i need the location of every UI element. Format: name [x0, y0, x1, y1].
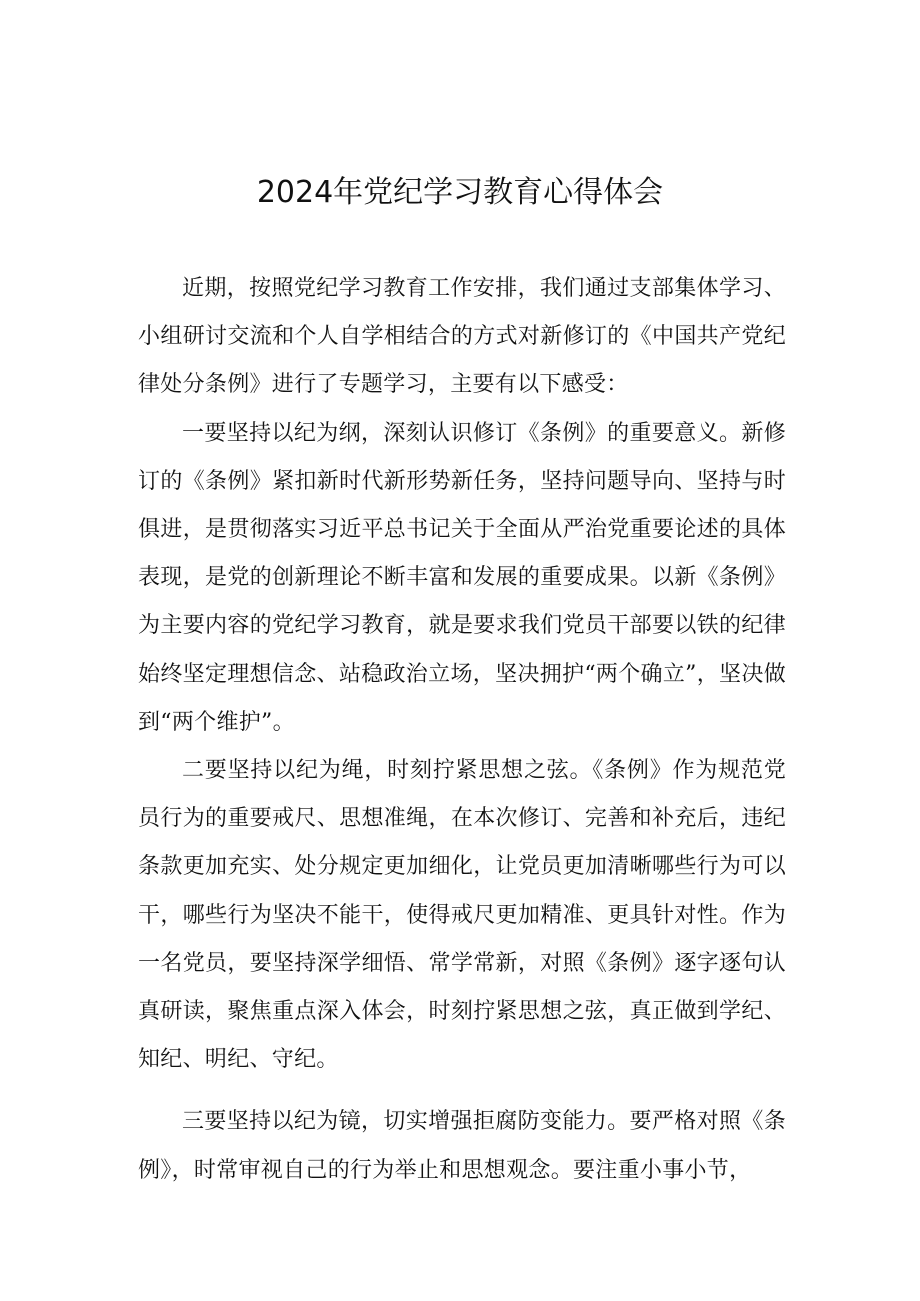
- document-body: [138, 265, 786, 1195]
- paragraph-point-two: 二要坚持以纪为绳，时刻拧紧思想之弦。《条例》作为规范党员行为的重要戒尺、思想准绳，在本次修订、完善和补充后，违纪条款更加充实、处分规定更加细化，让党员更加清晰哪些行为可以干，哪些行为坚决不能干，使得戒尺更加精准、更具针对性。作为一名党员，要坚持深学细悟、常学常新，对照《条例》逐字逐句认真研读，聚焦重点深入体会，时刻拧紧思想之弦，真正做到学纪、知纪、明纪、守纪。: [138, 758, 786, 1073]
- paragraph-intro: 近期，按照党纪学习教育工作安排，我们通过支部集体学习、小组研讨交流和个人自学相结合的方式对新修订的《中国共产党纪律处分条例》进行了专题学习，主要有以下感受：: [138, 276, 786, 398]
- document-title: 2024年党纪学习教育心得体会: [256, 175, 664, 210]
- paragraph-point-three: 三要坚持以纪为镜，切实增强拒腐防变能力。要严格对照《条例》，时常审视自己的行为举止和思想观念。要注重小事小节，: [138, 1109, 786, 1183]
- paragraph-point-one: 一要坚持以纪为纲，深刻认识修订《条例》的重要意义。新修订的《条例》紧扣新时代新形势新任务，坚持问题导向、坚持与时俱进，是贯彻落实习近平总书记关于全面从严治党重要论述的具体表现，是党的创新理论不断丰富和发展的重要成果。以新《条例》为主要内容的党纪学习教育，就是要求我们党员干部要以铁的纪律始终坚定理想信念、站稳政治立场，坚决拥护“两个确立”，坚决做到“两个维护”。: [138, 420, 786, 735]
